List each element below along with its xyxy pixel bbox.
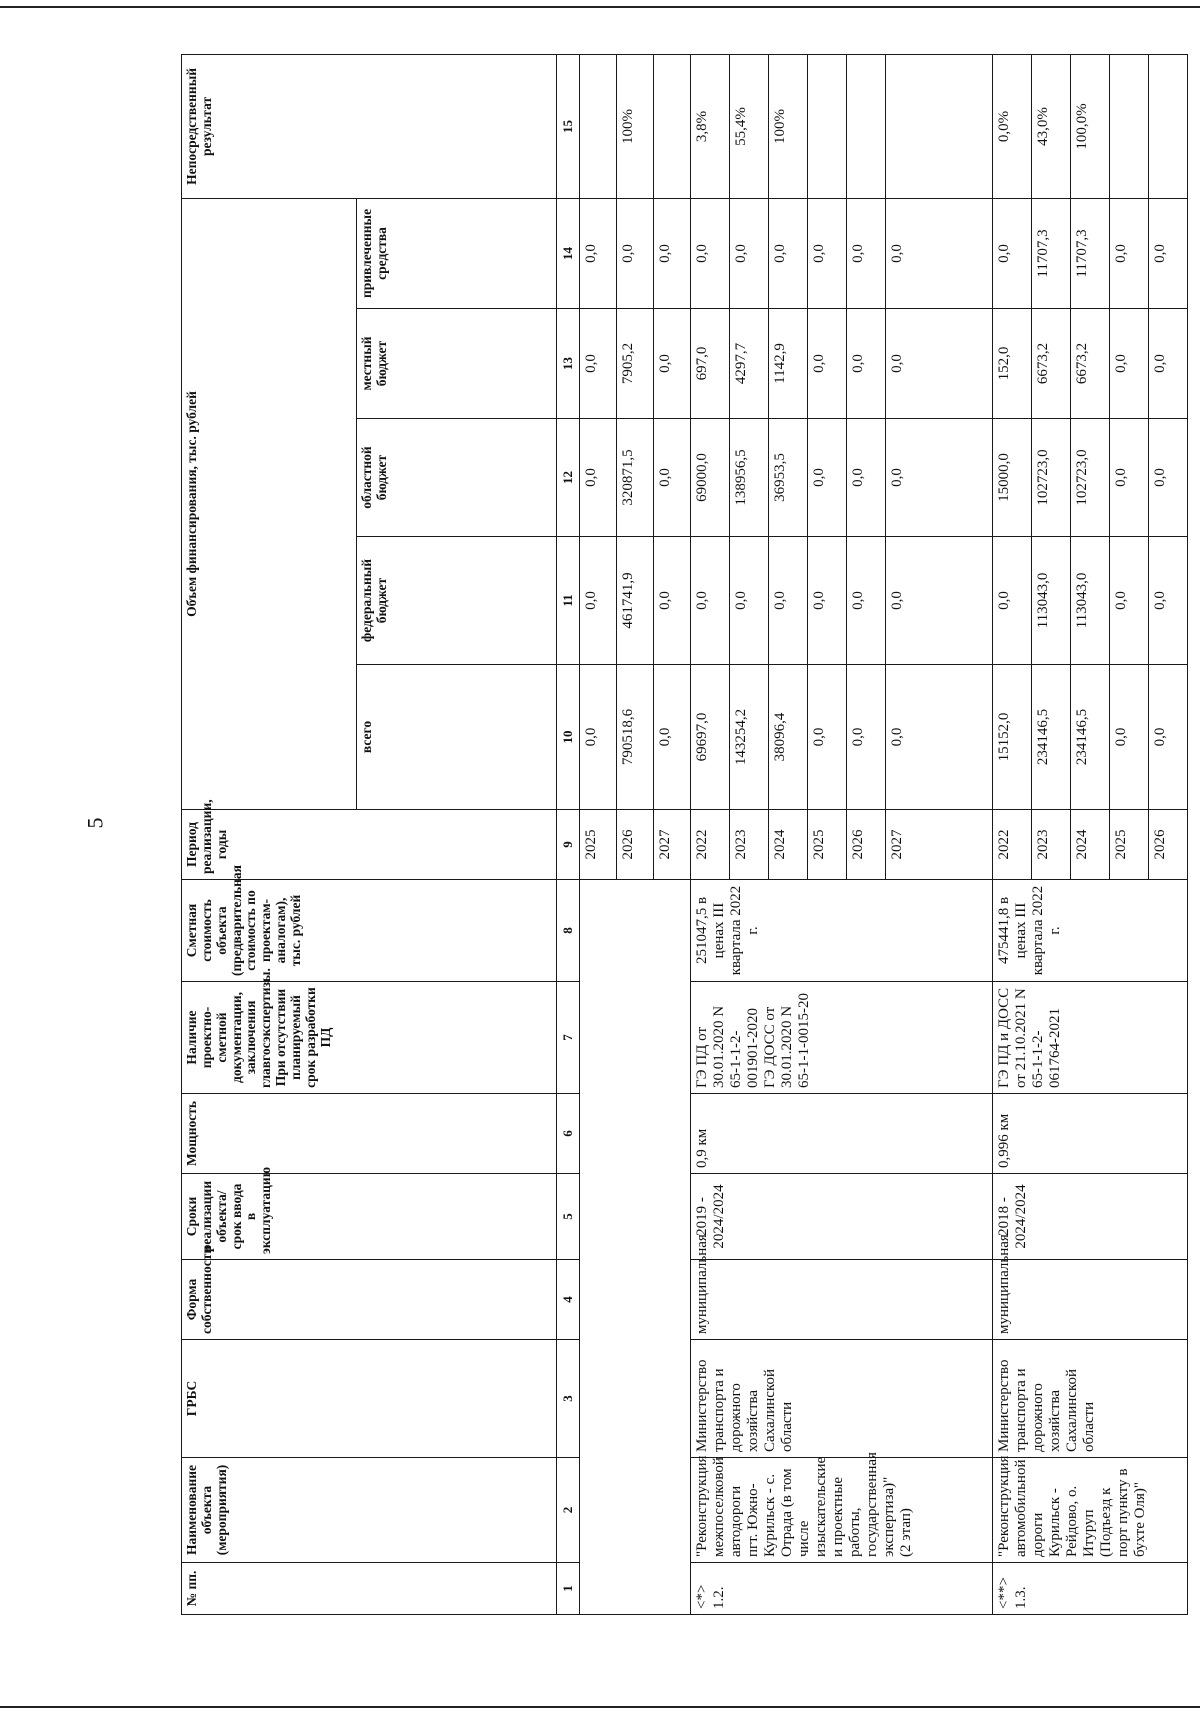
attracted-cell: 0,0 — [1149, 198, 1188, 308]
total-cell: 790518,6 — [617, 665, 654, 810]
local-cell: 0,0 — [1110, 309, 1149, 419]
local-cell: 0,0 — [808, 309, 847, 419]
federal-cell: 0,0 — [691, 537, 730, 665]
column-number: 15 — [557, 54, 580, 198]
result-cell: 3,8% — [691, 54, 730, 198]
result-cell: 43,0% — [1032, 54, 1071, 198]
regional-cell: 0,0 — [1149, 419, 1188, 537]
attracted-cell: 0,0 — [993, 198, 1032, 308]
federal-cell: 0,0 — [886, 537, 993, 665]
result-cell — [1110, 54, 1149, 198]
column-number: 5 — [557, 1174, 580, 1260]
period-year: 2023 — [730, 810, 769, 880]
object-cost: 475441,8 в ценах III квартала 2022 г. — [993, 880, 1188, 982]
total-cell: 15152,0 — [993, 665, 1032, 810]
local-cell: 697,0 — [691, 309, 730, 419]
column-number: 12 — [557, 419, 580, 537]
page-number: 5 — [82, 817, 108, 829]
total-cell: 234146,5 — [1071, 665, 1110, 810]
regional-cell: 0,0 — [808, 419, 847, 537]
object-grbs: Министерство транспорта и дорожного хозяйства Сахалинской области — [993, 1340, 1188, 1458]
header-period: Период реализации, годы — [182, 810, 557, 880]
table-body — [557, 54, 1188, 1614]
period-year: 2026 — [617, 810, 654, 880]
object-power: 0,9 км — [691, 1094, 993, 1174]
object-name: "Реконструкция межпоселковой автодороги пгт. Южно-Курильск - с. Отрада (в том числе изыскательские и проектные работы, государственная экспертиза)" (2 этап) — [691, 1458, 993, 1563]
federal-cell: 461741,9 — [617, 537, 654, 665]
header-docs: Наличие проектно-сметной документации, заключения главгосэкспертизы. При отсутствии планируемый срок разработки ПД — [182, 982, 557, 1094]
total-cell: 0,0 — [808, 665, 847, 810]
federal-cell: 0,0 — [1149, 537, 1188, 665]
attracted-cell: 0,0 — [886, 198, 993, 308]
regional-cell: 138956,5 — [730, 419, 769, 537]
column-number: 9 — [557, 810, 580, 880]
local-cell: 1142,9 — [769, 309, 808, 419]
result-cell — [654, 54, 691, 198]
local-cell: 0,0 — [886, 309, 993, 419]
object-number: <**> 1.3. — [993, 1563, 1188, 1615]
result-cell: 100% — [769, 54, 808, 198]
column-number: 2 — [557, 1458, 580, 1563]
total-cell: 0,0 — [580, 665, 617, 810]
object-ownership: муниципальная — [993, 1260, 1188, 1340]
table-row — [993, 54, 1032, 1614]
attracted-cell: 0,0 — [769, 198, 808, 308]
regional-cell: 320871,5 — [617, 419, 654, 537]
object-docs: ГЭ ПД и ДОСС от 21.10.2021 N 65-1-1-2-061764-2021 — [993, 982, 1188, 1094]
header-regional: областной бюджет — [357, 419, 557, 537]
column-numbers-row — [557, 54, 580, 1614]
object-terms: 2018 - 2024/2024 — [993, 1174, 1188, 1260]
header-power: Мощность — [182, 1094, 557, 1174]
result-cell — [580, 54, 617, 198]
period-year: 2024 — [769, 810, 808, 880]
regional-cell: 0,0 — [847, 419, 886, 537]
object-ownership: муниципальная — [691, 1260, 993, 1340]
object-docs: ГЭ ПД от 30.01.2020 N 65-1-1-2-001901-2020 ГЭ ДОСС от 30.01.2020 N 65-1-1-0015-20 — [691, 982, 993, 1094]
total-cell: 69697,0 — [691, 665, 730, 810]
total-cell: 38096,4 — [769, 665, 808, 810]
column-number: 3 — [557, 1340, 580, 1458]
result-cell — [886, 54, 993, 198]
total-cell: 0,0 — [847, 665, 886, 810]
period-year: 2022 — [993, 810, 1032, 880]
federal-cell: 0,0 — [1110, 537, 1149, 665]
regional-cell: 15000,0 — [993, 419, 1032, 537]
object-name: "Реконструкция автомобильной дороги Курильск - Рейдово, о. Итуруп (Подъезд к порт пункту в бухте Оля)" — [993, 1458, 1188, 1563]
column-number: 1 — [557, 1563, 580, 1615]
period-year: 2027 — [886, 810, 993, 880]
regional-cell: 0,0 — [654, 419, 691, 537]
period-year: 2027 — [654, 810, 691, 880]
local-cell: 152,0 — [993, 309, 1032, 419]
object-cost: 251047,5 в ценах III квартала 2022 г. — [691, 880, 993, 982]
attracted-cell: 0,0 — [847, 198, 886, 308]
federal-cell: 0,0 — [808, 537, 847, 665]
period-year: 2025 — [580, 810, 617, 880]
column-number: 11 — [557, 537, 580, 665]
result-cell: 0,0% — [993, 54, 1032, 198]
header-attracted: привлеченные средства — [357, 198, 557, 308]
header-result: Непосредственный результат — [182, 54, 557, 198]
attracted-cell: 11707,3 — [1071, 198, 1110, 308]
column-number: 7 — [557, 982, 580, 1094]
attracted-cell: 0,0 — [1110, 198, 1149, 308]
total-cell: 0,0 — [1149, 665, 1188, 810]
result-cell — [847, 54, 886, 198]
period-year: 2023 — [1032, 810, 1071, 880]
total-cell: 0,0 — [886, 665, 993, 810]
object-grbs: Министерство транспорта и дорожного хозяйства Сахалинской области — [691, 1340, 993, 1458]
header-total: всего — [357, 665, 557, 810]
object-power: 0,996 км — [993, 1094, 1188, 1174]
result-cell — [1149, 54, 1188, 198]
attracted-cell: 0,0 — [580, 198, 617, 308]
regional-cell: 102723,0 — [1071, 419, 1110, 537]
federal-cell: 0,0 — [730, 537, 769, 665]
regional-cell: 0,0 — [1110, 419, 1149, 537]
continued-object-cell — [580, 880, 691, 1615]
federal-cell: 0,0 — [580, 537, 617, 665]
local-cell: 4297,7 — [730, 309, 769, 419]
attracted-cell: 0,0 — [730, 198, 769, 308]
local-cell: 0,0 — [580, 309, 617, 419]
table-row — [691, 54, 730, 1614]
period-year: 2022 — [691, 810, 730, 880]
total-cell: 234146,5 — [1032, 665, 1071, 810]
object-number: <*> 1.2. — [691, 1563, 993, 1615]
federal-cell: 0,0 — [993, 537, 1032, 665]
regional-cell: 0,0 — [886, 419, 993, 537]
column-number: 6 — [557, 1094, 580, 1174]
header-num: № пп. — [182, 1563, 557, 1615]
regional-cell: 0,0 — [580, 419, 617, 537]
attracted-cell: 0,0 — [654, 198, 691, 308]
federal-cell: 0,0 — [847, 537, 886, 665]
attracted-cell: 11707,3 — [1032, 198, 1071, 308]
column-number: 14 — [557, 198, 580, 308]
period-year: 2025 — [1110, 810, 1149, 880]
funding-table — [181, 54, 1188, 1615]
header-name: Наименование объекта (мероприятия) — [182, 1458, 557, 1563]
rotated-page — [181, 55, 1168, 1615]
column-number: 4 — [557, 1260, 580, 1340]
attracted-cell: 0,0 — [617, 198, 654, 308]
total-cell: 143254,2 — [730, 665, 769, 810]
regional-cell: 102723,0 — [1032, 419, 1071, 537]
federal-cell: 0,0 — [769, 537, 808, 665]
federal-cell: 113043,0 — [1071, 537, 1110, 665]
total-cell: 0,0 — [1110, 665, 1149, 810]
federal-cell: 113043,0 — [1032, 537, 1071, 665]
local-cell: 6673,2 — [1032, 309, 1071, 419]
object-terms: 2019 - 2024/2024 — [691, 1174, 993, 1260]
scan-edge-top — [0, 6, 1200, 8]
scan-edge-bottom — [0, 1706, 1200, 1708]
regional-cell: 69000,0 — [691, 419, 730, 537]
header-grbs: ГРБС — [182, 1340, 557, 1458]
header-funding: Объем финансирования, тыс. рублей — [182, 198, 357, 809]
period-year: 2025 — [808, 810, 847, 880]
column-number: 13 — [557, 309, 580, 419]
result-cell: 100% — [617, 54, 654, 198]
local-cell: 0,0 — [847, 309, 886, 419]
column-number: 8 — [557, 880, 580, 982]
federal-cell: 0,0 — [654, 537, 691, 665]
header-local: местный бюджет — [357, 309, 557, 419]
header-ownership: Форма собственности — [182, 1260, 557, 1340]
period-year: 2024 — [1071, 810, 1110, 880]
result-cell — [808, 54, 847, 198]
local-cell: 0,0 — [1149, 309, 1188, 419]
local-cell: 6673,2 — [1071, 309, 1110, 419]
attracted-cell: 0,0 — [808, 198, 847, 308]
header-federal: федеральный бюджет — [357, 537, 557, 665]
header-terms: Сроки реализации объекта/срок ввода в эксплуатацию — [182, 1174, 557, 1260]
local-cell: 0,0 — [654, 309, 691, 419]
period-year: 2026 — [1149, 810, 1188, 880]
result-cell: 55,4% — [730, 54, 769, 198]
result-cell: 100,0% — [1071, 54, 1110, 198]
period-year: 2026 — [847, 810, 886, 880]
column-number: 10 — [557, 665, 580, 810]
regional-cell: 36953,5 — [769, 419, 808, 537]
local-cell: 7905,2 — [617, 309, 654, 419]
attracted-cell: 0,0 — [691, 198, 730, 308]
total-cell: 0,0 — [654, 665, 691, 810]
table-row — [580, 54, 617, 1614]
header-cost: Сметная стоимость объекта (предварительная стоимость по проектам-аналогам), тыс. рублей — [182, 880, 557, 982]
